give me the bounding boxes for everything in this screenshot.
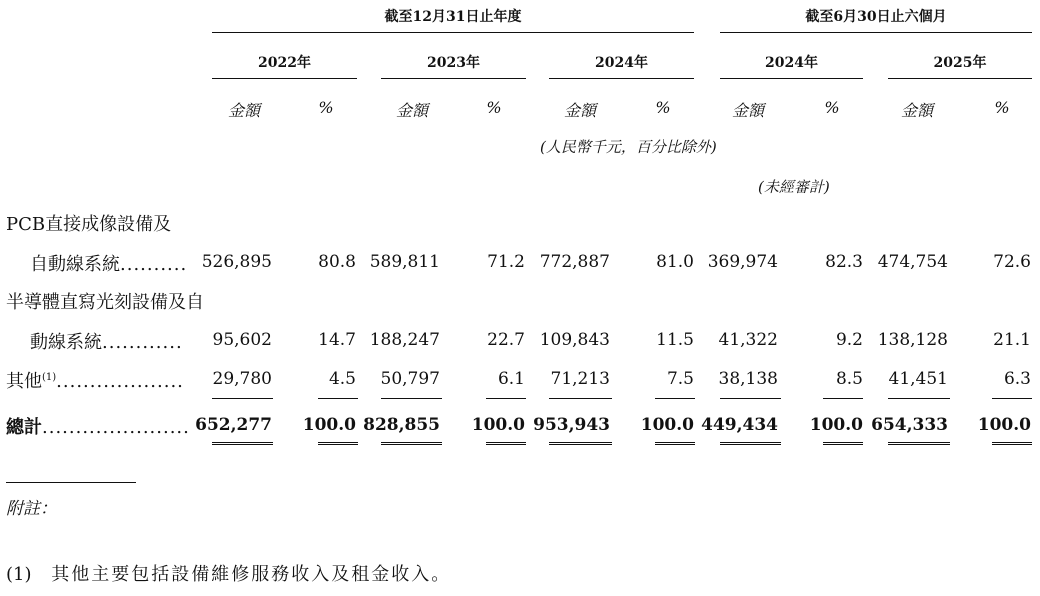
total-double-rule (549, 442, 612, 445)
notes-heading: 附註： (6, 499, 57, 519)
cell-value: 95,602 (212, 330, 272, 350)
row-label-text: 動線系統 (30, 332, 102, 353)
dot-leader: ............ (102, 332, 183, 353)
notes-separator (6, 482, 136, 483)
year-header-2025-h1: 2025年 (933, 55, 987, 71)
col-amount-header: 金額 (395, 101, 428, 120)
total-double-rule (992, 442, 1032, 445)
cell-value: 11.5 (656, 330, 694, 350)
subtotal-rule (318, 398, 358, 399)
header-group-interim: 截至6月30日止六個月 (805, 9, 947, 25)
cell-value: 474,754 (877, 252, 948, 272)
header-group-annual-rule (212, 32, 694, 33)
row-label-text: 自動線系統 (30, 254, 120, 275)
note-text: 其他主要包括設備維修服務收入及租金收入。 (51, 564, 452, 585)
cell-value: 6.3 (1003, 369, 1031, 389)
row-label-pcb-cont (30, 250, 187, 276)
row-label-semi-cont (30, 328, 183, 354)
subtotal-rule (655, 398, 695, 399)
cell-value: 22.7 (487, 330, 525, 350)
cell-value: 8.5 (835, 369, 863, 389)
row-label-other (6, 367, 184, 393)
footnote-ref: (1) (42, 372, 57, 383)
year-rule-2023 (381, 78, 526, 79)
total-value: 100.0 (471, 415, 525, 435)
year-header-2023: 2023年 (427, 55, 480, 71)
subtotal-rule (549, 398, 612, 399)
header-group-annual: 截至12月31日止年度 (384, 9, 522, 25)
cell-value: 369,974 (707, 252, 778, 272)
total-value: 652,277 (195, 415, 272, 435)
col-pct-header: % (994, 98, 1010, 117)
total-value: 828,855 (363, 415, 440, 435)
total-value: 100.0 (302, 415, 356, 435)
row-label-pcb: PCB直接成像設備及 (6, 214, 172, 235)
col-pct-header: % (318, 98, 334, 117)
cell-value: 14.7 (318, 330, 356, 350)
total-value: 449,434 (701, 415, 778, 435)
cell-value: 80.8 (318, 252, 356, 272)
total-double-rule (823, 442, 863, 445)
col-pct-header: % (655, 98, 671, 117)
col-amount-header: 金額 (900, 101, 933, 120)
total-double-rule (486, 442, 526, 445)
cell-value: 7.5 (666, 369, 694, 389)
cell-value: 109,843 (539, 330, 610, 350)
note-marker: (1) (6, 564, 32, 585)
cell-value: 9.2 (835, 330, 863, 350)
row-label-semi: 半導體直寫光刻設備及自 (6, 292, 204, 313)
unaudited-note: (未經審計) (758, 178, 830, 196)
cell-value: 82.3 (825, 252, 863, 272)
cell-value: 4.5 (328, 369, 356, 389)
unit-note: (人民幣千元，百分比除外) (540, 138, 717, 156)
header-group-interim-rule (720, 32, 1032, 33)
col-amount-header: 金額 (227, 101, 260, 120)
total-double-rule (888, 442, 950, 445)
dot-leader: ...................... (42, 417, 190, 438)
cell-value: 50,797 (380, 369, 440, 389)
subtotal-rule (992, 398, 1032, 399)
cell-value: 138,128 (877, 330, 948, 350)
cell-value: 81.0 (656, 252, 694, 272)
row-label-total (6, 413, 190, 439)
note-item (6, 560, 451, 586)
total-value: 100.0 (640, 415, 694, 435)
col-amount-header: 金額 (563, 101, 596, 120)
dot-leader: ................... (56, 371, 184, 392)
subtotal-rule (486, 398, 526, 399)
total-double-rule (720, 442, 781, 445)
cell-value: 41,322 (718, 330, 778, 350)
cell-value: 772,887 (539, 252, 610, 272)
row-label-text: 總計 (6, 417, 42, 438)
col-pct-header: % (486, 98, 502, 117)
subtotal-rule (212, 398, 273, 399)
total-value: 953,943 (533, 415, 610, 435)
year-header-2022: 2022年 (258, 55, 311, 71)
year-rule-2022 (212, 78, 357, 79)
col-pct-header: % (824, 98, 840, 117)
total-value: 100.0 (809, 415, 863, 435)
year-header-2024-h1: 2024年 (765, 55, 818, 71)
total-value: 654,333 (871, 415, 948, 435)
cell-value: 188,247 (369, 330, 440, 350)
cell-value: 72.6 (993, 252, 1031, 272)
year-header-2024: 2024年 (595, 55, 648, 71)
cell-value: 29,780 (212, 369, 272, 389)
cell-value: 21.1 (993, 330, 1031, 350)
subtotal-rule (381, 398, 442, 399)
total-double-rule (381, 442, 442, 445)
subtotal-rule (888, 398, 950, 399)
total-double-rule (318, 442, 358, 445)
cell-value: 38,138 (718, 369, 778, 389)
subtotal-rule (720, 398, 781, 399)
cell-value: 526,895 (201, 252, 272, 272)
year-rule-2025-h1 (888, 78, 1032, 79)
col-amount-header: 金額 (731, 101, 764, 120)
cell-value: 6.1 (497, 369, 525, 389)
dot-leader: .......... (120, 254, 188, 275)
total-double-rule (212, 442, 273, 445)
subtotal-rule (823, 398, 863, 399)
row-label-text: 其他 (6, 371, 42, 392)
cell-value: 41,451 (888, 369, 948, 389)
year-rule-2024-h1 (720, 78, 863, 79)
total-value: 100.0 (977, 415, 1031, 435)
cell-value: 71.2 (487, 252, 525, 272)
year-rule-2024 (549, 78, 694, 79)
total-double-rule (655, 442, 695, 445)
cell-value: 589,811 (369, 252, 440, 272)
cell-value: 71,213 (550, 369, 610, 389)
